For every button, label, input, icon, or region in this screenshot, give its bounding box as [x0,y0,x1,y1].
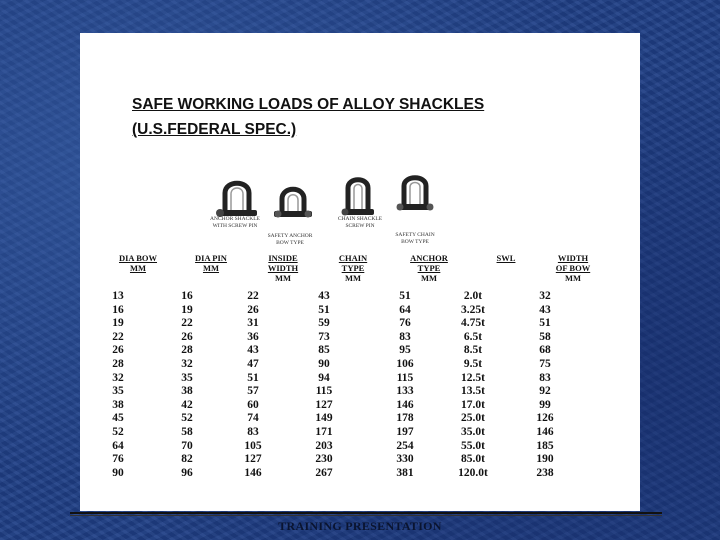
table-row [80,317,640,331]
table-cell: 76 [399,317,411,330]
table-cell: 58 [181,425,193,438]
safety-anchor-bow-icon [273,181,313,225]
header-chain-type: CHAIN TYPE MM [338,253,368,283]
title-line-2: (U.S.FEDERAL SPEC.) [132,121,297,138]
slide-title [132,92,484,142]
table-cell: 25.0t [461,412,485,425]
table-cell: 64 [112,439,124,452]
table-cell: 31 [247,317,259,330]
table-cell: 16 [112,303,124,316]
table-cell: 92 [539,385,551,398]
table-cell: 68 [539,344,551,357]
table-cell: 60 [247,398,259,411]
table-cell: 12.5t [461,371,485,384]
table-cell: 35 [181,371,193,384]
footer-rule-thin [70,515,662,516]
header-dia-pin: DIA PIN MM [195,253,227,273]
table-cell: 64 [399,303,411,316]
header-anchor-type: ANCHOR TYPE MM [410,253,448,283]
slide-sheet [80,33,640,511]
table-cell: 47 [247,357,259,370]
table-cell: 51 [318,303,330,316]
safety-chain-bow-icon [396,172,434,218]
table-cell: 381 [396,466,414,479]
table-cell: 146 [396,398,414,411]
table-cell: 36 [247,330,259,343]
header-width-of-bow: WIDTH OF BOW MM [555,253,591,283]
table-cell: 51 [247,371,259,384]
table-cell: 22 [181,317,193,330]
table-row [80,467,640,481]
table-cell: 43 [539,303,551,316]
table-cell: 9.5t [463,357,483,370]
table-row [80,290,640,304]
table-row [80,453,640,467]
table-row [80,358,640,372]
table-cell: 230 [315,453,333,466]
table-cell: 133 [396,385,414,398]
table-cell: 146 [244,466,262,479]
table-cell: 105 [244,439,262,452]
table-cell: 95 [399,344,411,357]
footer-rule [70,512,662,514]
table-cell: 83 [539,371,551,384]
table-cell: 171 [315,425,333,438]
table-cell: 149 [315,412,333,425]
table-cell: 3.25t [461,303,485,316]
caption-safety-anchor: SAFETY ANCHOR BOW TYPE [267,233,313,246]
table-cell: 74 [247,412,259,425]
table-cell: 32 [112,371,124,384]
table-cell: 127 [315,398,333,411]
table-cell: 126 [536,412,554,425]
table-cell: 73 [318,330,330,343]
table-cell: 52 [112,425,124,438]
table-cell: 75 [539,357,551,370]
table-cell: 22 [247,290,259,302]
table-cell: 85 [318,344,330,357]
table-cell: 42 [181,398,193,411]
table-cell: 203 [315,439,333,452]
table-cell: 26 [247,303,259,316]
table-cell: 94 [318,371,330,384]
table-cell: 19 [181,303,193,316]
table-cell: 70 [181,439,193,452]
table-cell: 76 [112,453,124,466]
table-cell: 35 [112,385,124,398]
table-cell: 51 [539,317,551,330]
table-cell: 254 [396,439,414,452]
table-cell: 127 [244,453,262,466]
table-cell: 178 [396,412,414,425]
table-cell: 28 [181,344,193,357]
table-cell: 13 [112,290,124,302]
table-cell: 26 [181,330,193,343]
table-row [80,304,640,318]
title-line-1: SAFE WORKING LOADS OF ALLOY SHACKLES [132,96,485,113]
table-cell: 13.5t [461,385,485,398]
table-cell: 32 [539,290,551,302]
table-cell: 43 [318,290,330,302]
table-cell: 17.0t [461,398,485,411]
table-cell: 83 [247,425,259,438]
footer-text: TRAINING PRESENTATION [278,519,442,533]
table-cell: 190 [536,453,554,466]
table-row [80,344,640,358]
table-cell: 43 [247,344,259,357]
table-cell: 55.0t [461,439,485,452]
table-cell: 6.5t [463,330,483,343]
table-row [80,426,640,440]
table-cell: 35.0t [461,425,485,438]
table-cell: 83 [399,330,411,343]
table-cell: 22 [112,330,124,343]
table-cell: 59 [318,317,330,330]
table-cell: 120.0t [458,466,488,479]
table-cell: 38 [112,398,124,411]
table-cell: 16 [181,290,193,302]
table-cell: 45 [112,412,124,425]
header-dia-bow: DIA BOW MM [118,253,158,273]
table-cell: 115 [396,371,414,384]
table-cell: 26 [112,344,124,357]
table-row [80,385,640,399]
table-cell: 52 [181,412,193,425]
table-row [80,331,640,345]
table-cell: 8.5t [463,344,483,357]
table-cell: 96 [181,466,193,479]
table-row [80,399,640,413]
table-cell: 330 [396,453,414,466]
table-cell: 38 [181,385,193,398]
table-cell: 238 [536,466,554,479]
table-cell: 32 [181,357,193,370]
table-row [80,440,640,454]
table-cell: 19 [112,317,124,330]
table-cell: 115 [315,385,333,398]
table-cell: 4.75t [461,317,485,330]
table-cell: 82 [181,453,193,466]
table-cell: 99 [539,398,551,411]
table-cell: 185 [536,439,554,452]
table-cell: 85.0t [461,453,485,466]
header-swl: SWL [496,253,516,263]
caption-anchor-screw: ANCHOR SHACKLE WITH SCREW PIN [210,216,260,229]
caption-chain-screw: CHAIN SHACKLE SCREW PIN [337,216,383,229]
table-cell: 90 [112,466,124,479]
table-cell: 2.0t [463,290,483,302]
table-row [80,412,640,426]
header-inside-width: INSIDE WIDTH MM [267,253,299,283]
table-cell: 106 [396,357,414,370]
table-cell: 58 [539,330,551,343]
caption-safety-chain: SAFETY CHAIN BOW TYPE [395,232,435,245]
table-cell: 267 [315,466,333,479]
table-cell: 57 [247,385,259,398]
table-cell: 51 [399,290,411,302]
table-row [80,372,640,386]
data-table [80,290,640,480]
table-cell: 197 [396,425,414,438]
table-cell: 28 [112,357,124,370]
table-cell: 146 [536,425,554,438]
table-cell: 90 [318,357,330,370]
